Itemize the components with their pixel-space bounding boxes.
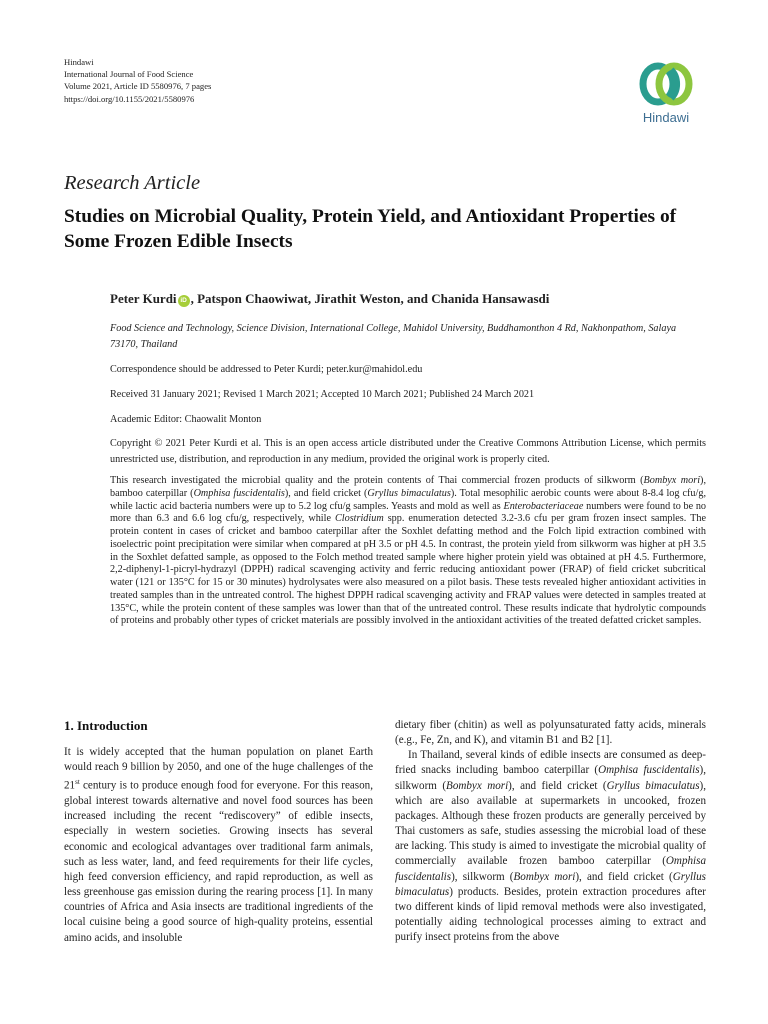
paragraph: In Thailand, several kinds of edible insects are consumed as deep-fried snacks including bamboo caterpillar (Omphisa fuscidentalis), silkworm (Bombyx mori), and field cricket (Gryllus bimaculatus), which are also available at supermarkets in uncooked, frozen packages. Although these frozen products are generally perceived by Thai customers as safe, studies assessing the microbial load of these are lacking. This study is aimed to investigate the microbial quality of commercially available frozen bamboo caterpillar (Omphisa fuscidentalis), silkworm (Bombyx mori), and field cricket (Gryllus bimaculatus) products. Besides, protein extraction procedures after two different kinds of lipid removal methods were also investigated, potentially aiding technological processes aiming to extract and purify insect proteins from the above [395,749,706,944]
hindawi-logo-icon [626,58,706,110]
abstract: This research investigated the microbial quality and the protein contents of Thai commercial frozen products of silkworm (Bombyx mori), bamboo caterpillar (Omphisa fuscidentalis), and field cricket (Gryllus bimaculatus). Total mesophilic aerobic counts were about 8-8.4 log cfu/g, while lactic acid bacteria numbers were up to 5.2 log cfu/g samples. Yeasts and mold as well as Enterobacteriaceae numbers were found to be no more than 6.3 and 6.6 log cfu/g, respectively, while Clostridium spp. enumeration detected 3.2-3.6 cfu per gram frozen insect samples. The protein content in cases of cricket and bamboo caterpillar after the Soxhlet defatting method and the Folch lipid extraction combined with isoelectric point precipitation were similar when compared at pH 3.5 or pH 4.5. In contrast, the protein yield from silkworm was higher at pH 3.5 in the Soxhlet defatted sample, as opposed to the Folch method treated sample where higher protein yield was obtained at pH 4.5. Furthermore, 2,2-diphenyl-1-picryl-hydrazyl (DPPH) radical scavenging activity and ferric reducing antioxidant power (FRAP) of field cricket subcritical water (121 or 135°C for 15 or 30 minutes) hydrolysates were also measured on a pilot basis. These tests revealed higher antioxidant activities in treated samples than in the untreated control. The highest DPPH radical scavenging activity and FRAP values were detected in samples treated at 135°C, while the protein content of these samples was lower than that of the untreated control. These results indicate that hydrolytic compounds of proteins and probably other types of cricket materials are possibly involved in the antioxidant activities of the treated defatted cricket samples. [110,475,707,627]
author-list [110,291,549,307]
body-column-left [64,745,373,946]
coauthor-names: , Patspon Chaowiwat, Jirathit Weston, and Chanida Hansawasdi [190,291,550,306]
article-type: Research Article [64,172,201,194]
publication-dates: Received 31 January 2021; Revised 1 March 2021; Accepted 10 March 2021; Published 24 March 2021 [110,389,535,400]
author-name[interactable]: Peter Kurdi [110,291,177,306]
correspondence: Correspondence should be addressed to Peter Kurdi; peter.kur@mahidol.edu [110,364,423,375]
journal-header [64,56,211,105]
publisher-name: Hindawi [64,57,94,67]
academic-editor: Academic Editor: Chaowalit Monton [110,414,262,425]
section-heading: 1. Introduction [64,718,148,733]
hindawi-logo-text: Hindawi [642,110,690,125]
paragraph: It is widely accepted that the human population on planet Earth would reach 9 billion by 2050, and one of the huge challenges of the 21st century is to produce enough food for everyone. For this reason, global interest towards alternative and novel food sources has been increased including the recent “rediscovery” of edible insects, especially in western societies. Growing insects has several economic and ecological advantages over traditional farm animals, such as less water, land, and feed requirements for their life cycles, high feed conversion efficiency, and rapid reproduction, as well as less greenhouse gas emission during the rearing process [1]. In many countries of Africa and Asia insects are traditional ingredients of the local cuisine being a good source of high-quality proteins, essential amino acids, and insoluble [64,746,373,944]
orcid-icon[interactable]: iD [178,295,190,307]
hindawi-logo [626,58,706,136]
affiliation: Food Science and Technology, Science Division, International College, Mahidol University, Buddhamonthon 4 Rd, Nakhonpathom, Salaya 73170, Thailand [110,323,677,350]
doi-link[interactable]: https://doi.org/10.1155/2021/5580976 [64,93,195,104]
volume-info: Volume 2021, Article ID 5580976, 7 pages [64,81,212,92]
journal-name: International Journal of Food Science [64,69,194,80]
paragraph: dietary fiber (chitin) as well as polyunsaturated fatty acids, minerals (e.g., Fe, Zn, and K), and vitamin B1 and B2 [1]. [395,719,706,747]
body-column-right [395,718,706,945]
copyright-notice: Copyright © 2021 Peter Kurdi et al. This is an open access article distributed under the Creative Commons Attribution License, which permits unrestricted use, distribution, and reproduction in any medium, provided the original work is properly cited. [110,438,706,465]
article-title: Studies on Microbial Quality, Protein Yield, and Antioxidant Properties of Some Frozen Edible Insects [64,206,677,252]
